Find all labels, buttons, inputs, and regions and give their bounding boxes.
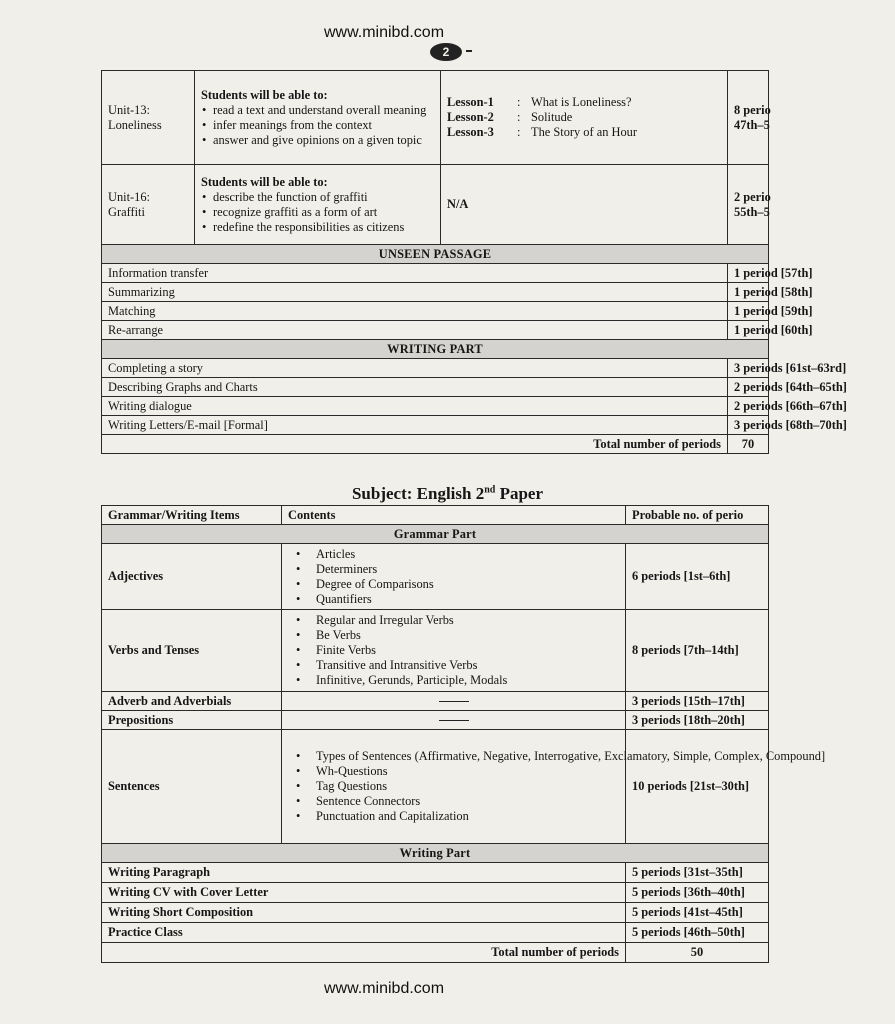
contents-cell xyxy=(282,610,626,692)
item-cell: Completing a story xyxy=(102,359,728,378)
total-value: 70 xyxy=(728,435,769,454)
content-item: • Quantifiers xyxy=(288,592,619,607)
empty-dash xyxy=(439,720,469,721)
unit-row xyxy=(102,71,769,165)
writing-part-heading: WRITING PART xyxy=(102,340,769,359)
content-item: • Articles xyxy=(288,547,619,562)
period-cell: 1 period [58th] xyxy=(728,283,769,302)
period-cell: 10 periods [21st–30th] xyxy=(626,730,769,844)
period-cell: 8 periods [7th–14th] xyxy=(626,610,769,692)
objectives-heading: Students will be able to: xyxy=(201,87,328,102)
item-cell: Re-arrange xyxy=(102,321,728,340)
table-row xyxy=(102,692,769,711)
unit-periods: 2 perio xyxy=(734,189,771,204)
content-item: • Types of Sentences (Affirmative, Negative, Interrogative, Exclamatory, Simple, Complex, Compound] xyxy=(288,749,619,764)
item-cell: Writing Letters/E-mail [Formal] xyxy=(102,416,728,435)
period-cell: 5 periods [46th–50th] xyxy=(626,923,769,943)
badge-dash xyxy=(466,50,472,52)
header-row xyxy=(102,506,769,525)
table-row xyxy=(102,302,769,321)
content-item: • Determiners xyxy=(288,562,619,577)
content-item: • Infinitive, Gerunds, Participle, Modals xyxy=(288,673,619,688)
table-row xyxy=(102,397,769,416)
item-cell: Describing Graphs and Charts xyxy=(102,378,728,397)
table-row xyxy=(102,730,769,844)
table-row xyxy=(102,863,769,883)
second-paper-table xyxy=(101,505,826,963)
total-row xyxy=(102,435,769,454)
section-band xyxy=(102,340,769,359)
item-cell: Writing Paragraph xyxy=(102,863,626,883)
item-cell: Adverb and Adverbials xyxy=(102,692,282,711)
unit-row xyxy=(102,165,769,245)
period-cell: 5 periods [41st–45th] xyxy=(626,903,769,923)
content-item: • Sentence Connectors xyxy=(288,794,619,809)
period-cell: 2 periods [64th–65th] xyxy=(728,378,769,397)
unit-name: Unit-13: xyxy=(108,102,150,117)
section-band xyxy=(102,844,769,863)
unit-periods-cell xyxy=(728,71,769,165)
item-cell: Writing CV with Cover Letter xyxy=(102,883,626,903)
objectives-cell xyxy=(195,165,441,245)
objective-item: • infer meanings from the context xyxy=(201,118,434,133)
total-row xyxy=(102,943,769,963)
objective-item: • describe the function of graffiti xyxy=(201,190,434,205)
subject-title: Subject: English 2nd Paper xyxy=(351,484,544,503)
objectives-cell xyxy=(195,71,441,165)
table-row xyxy=(102,359,769,378)
period-cell: 3 periods [18th–20th] xyxy=(626,711,769,730)
writing-part-heading-2: Writing Part xyxy=(102,844,769,863)
lesson-title: The Story of an Hour xyxy=(531,125,637,139)
unseen-passage-heading: UNSEEN PASSAGE xyxy=(102,245,769,264)
period-cell: 3 periods [61st–63rd] xyxy=(728,359,769,378)
grammar-part-heading: Grammar Part xyxy=(102,525,769,544)
table-row xyxy=(102,883,769,903)
total-value: 50 xyxy=(626,943,769,963)
unit-periods-range: 55th–5 xyxy=(734,204,770,219)
lessons-cell: N/A xyxy=(441,165,728,245)
period-cell: 1 period [57th] xyxy=(728,264,769,283)
item-cell: Sentences xyxy=(102,730,282,844)
unit-periods-range: 47th–5 xyxy=(734,117,770,132)
objective-item: • recognize graffiti as a form of art xyxy=(201,205,434,220)
unit-topic: Loneliness xyxy=(108,117,162,132)
table-row xyxy=(102,903,769,923)
section-band xyxy=(102,525,769,544)
item-cell: Summarizing xyxy=(102,283,728,302)
period-cell: 2 periods [66th–67th] xyxy=(728,397,769,416)
item-cell: Practice Class xyxy=(102,923,626,943)
item-cell: Matching xyxy=(102,302,728,321)
unit-periods: 8 perio xyxy=(734,102,771,117)
item-cell: Information transfer xyxy=(102,264,728,283)
empty-dash xyxy=(439,701,469,702)
item-cell: Writing Short Composition xyxy=(102,903,626,923)
content-item: • Degree of Comparisons xyxy=(288,577,619,592)
lesson-line: Lesson-3 : The Story of an Hour xyxy=(447,125,721,140)
lesson-line: Lesson-2 : Solitude xyxy=(447,110,721,125)
header-periods: Probable no. of perio xyxy=(626,506,769,525)
site-url-top: www.minibd.com xyxy=(323,24,445,41)
table-row xyxy=(102,321,769,340)
unit-name-cell xyxy=(102,165,195,245)
table-row xyxy=(102,264,769,283)
content-item: • Punctuation and Capitalization xyxy=(288,809,619,824)
item-cell: Adjectives xyxy=(102,544,282,610)
item-cell: Prepositions xyxy=(102,711,282,730)
objective-item: • answer and give opinions on a given topic xyxy=(201,133,434,148)
lesson-title: Solitude xyxy=(531,110,573,124)
lesson-number: Lesson-1 xyxy=(447,95,494,109)
content-item: • Regular and Irregular Verbs xyxy=(288,613,619,628)
content-item: • Finite Verbs xyxy=(288,643,619,658)
total-label: Total number of periods xyxy=(102,943,626,963)
period-cell: 5 periods [31st–35th] xyxy=(626,863,769,883)
site-url-bottom: www.minibd.com xyxy=(323,980,445,997)
item-cell: Writing dialogue xyxy=(102,397,728,416)
total-label: Total number of periods xyxy=(102,435,728,454)
objective-item: • redefine the responsibilities as citizens xyxy=(201,220,434,235)
unit-periods-cell xyxy=(728,165,769,245)
lesson-number: Lesson-2 xyxy=(447,110,494,124)
period-cell: 5 periods [36th–40th] xyxy=(626,883,769,903)
first-paper-table xyxy=(101,70,847,454)
unit-topic: Graffiti xyxy=(108,204,145,219)
period-cell: 3 periods [68th–70th] xyxy=(728,416,769,435)
objectives-heading: Students will be able to: xyxy=(201,174,328,189)
content-item: • Wh-Questions xyxy=(288,764,619,779)
period-cell: 6 periods [1st–6th] xyxy=(626,544,769,610)
period-cell: 3 periods [15th–17th] xyxy=(626,692,769,711)
lesson-line: Lesson-1 : What is Loneliness? xyxy=(447,95,721,110)
section-band xyxy=(102,245,769,264)
table-row xyxy=(102,378,769,397)
table-row xyxy=(102,711,769,730)
table-row xyxy=(102,283,769,302)
item-cell: Verbs and Tenses xyxy=(102,610,282,692)
content-item: • Tag Questions xyxy=(288,779,619,794)
lessons-cell xyxy=(441,71,728,165)
contents-cell xyxy=(282,692,626,711)
lesson-number: Lesson-3 xyxy=(447,125,494,139)
page-number-badge: 2 xyxy=(430,43,462,61)
unit-name: Unit-16: xyxy=(108,189,150,204)
table-row xyxy=(102,416,769,435)
contents-cell xyxy=(282,711,626,730)
unit-name-cell xyxy=(102,71,195,165)
contents-cell xyxy=(282,544,626,610)
period-cell: 1 period [59th] xyxy=(728,302,769,321)
content-item: • Be Verbs xyxy=(288,628,619,643)
header-contents: Contents xyxy=(282,506,626,525)
objective-item: • read a text and understand overall meaning xyxy=(201,103,434,118)
table-row xyxy=(102,923,769,943)
header-items: Grammar/Writing Items xyxy=(102,506,282,525)
table-row xyxy=(102,544,769,610)
lesson-title: What is Loneliness? xyxy=(531,95,632,109)
content-item: • Transitive and Intransitive Verbs xyxy=(288,658,619,673)
period-cell: 1 period [60th] xyxy=(728,321,769,340)
table-row xyxy=(102,610,769,692)
